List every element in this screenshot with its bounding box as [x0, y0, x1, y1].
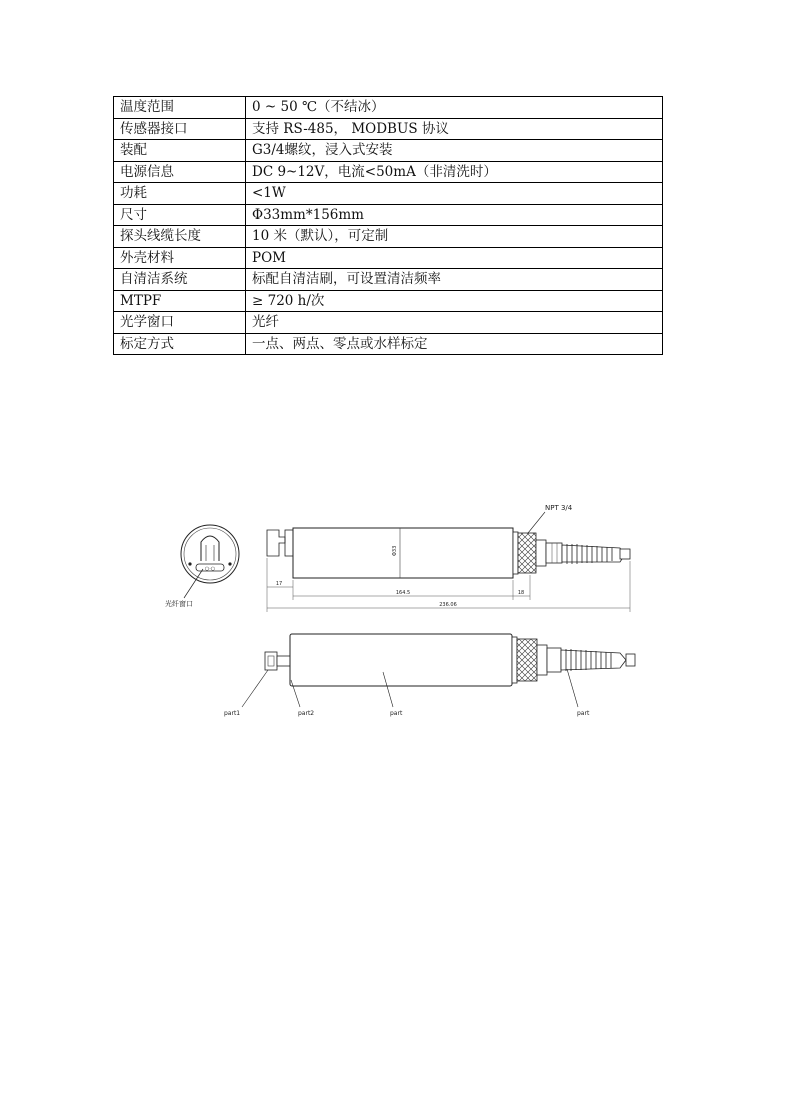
end-view-window-mark: ○·○ — [204, 566, 216, 572]
thread-label: NPT 3/4 — [545, 504, 573, 512]
part-cable-label: part — [577, 710, 590, 717]
spec-value: Φ33mm*156mm — [246, 204, 663, 226]
spec-value: DC 9~12V，电流<50mA（非清洗时） — [246, 161, 663, 183]
spec-key: 温度范围 — [114, 97, 246, 119]
dim-164-5: 164.5 — [395, 590, 411, 596]
spec-value: ≥ 720 h/次 — [246, 290, 663, 312]
spec-key: 光学窗口 — [114, 312, 246, 334]
end-view-label: 光纤窗口 — [165, 600, 193, 608]
spec-value: 支持 RS-485， MODBUS 协议 — [246, 118, 663, 140]
end-view — [165, 525, 239, 608]
dim-total: 236.06 — [439, 602, 457, 608]
spec-value: 10 米（默认），可定制 — [246, 226, 663, 248]
spec-key: 传感器接口 — [114, 118, 246, 140]
spec-value: POM — [246, 247, 663, 269]
spec-key: 探头线缆长度 — [114, 226, 246, 248]
spec-value: 0 ~ 50 ℃（不结冰） — [246, 97, 663, 119]
diameter-label: Φ33 — [392, 545, 398, 556]
spec-key: 装配 — [114, 140, 246, 162]
part-body-label: part — [390, 710, 403, 717]
part1-label: part1 — [224, 710, 241, 717]
spec-key: 外壳材料 — [114, 247, 246, 269]
spec-key: MTPF — [114, 290, 246, 312]
spec-key: 电源信息 — [114, 161, 246, 183]
part2-label: part2 — [298, 710, 315, 717]
spec-key: 标定方式 — [114, 333, 246, 355]
spec-key: 尺寸 — [114, 204, 246, 226]
spec-key: 自清洁系统 — [114, 269, 246, 291]
spec-value: 光纤 — [246, 312, 663, 334]
dim-17: 17 — [275, 581, 283, 587]
side-view-bottom — [224, 634, 635, 717]
spec-value: 一点、两点、零点或水样标定 — [246, 333, 663, 355]
spec-key: 功耗 — [114, 183, 246, 205]
side-view-top — [267, 504, 630, 612]
spec-value: 标配自清洁刷，可设置清洁频率 — [246, 269, 663, 291]
spec-value: <1W — [246, 183, 663, 205]
spec-value: G3/4螺纹，浸入式安装 — [246, 140, 663, 162]
dim-18: 18 — [517, 590, 525, 596]
